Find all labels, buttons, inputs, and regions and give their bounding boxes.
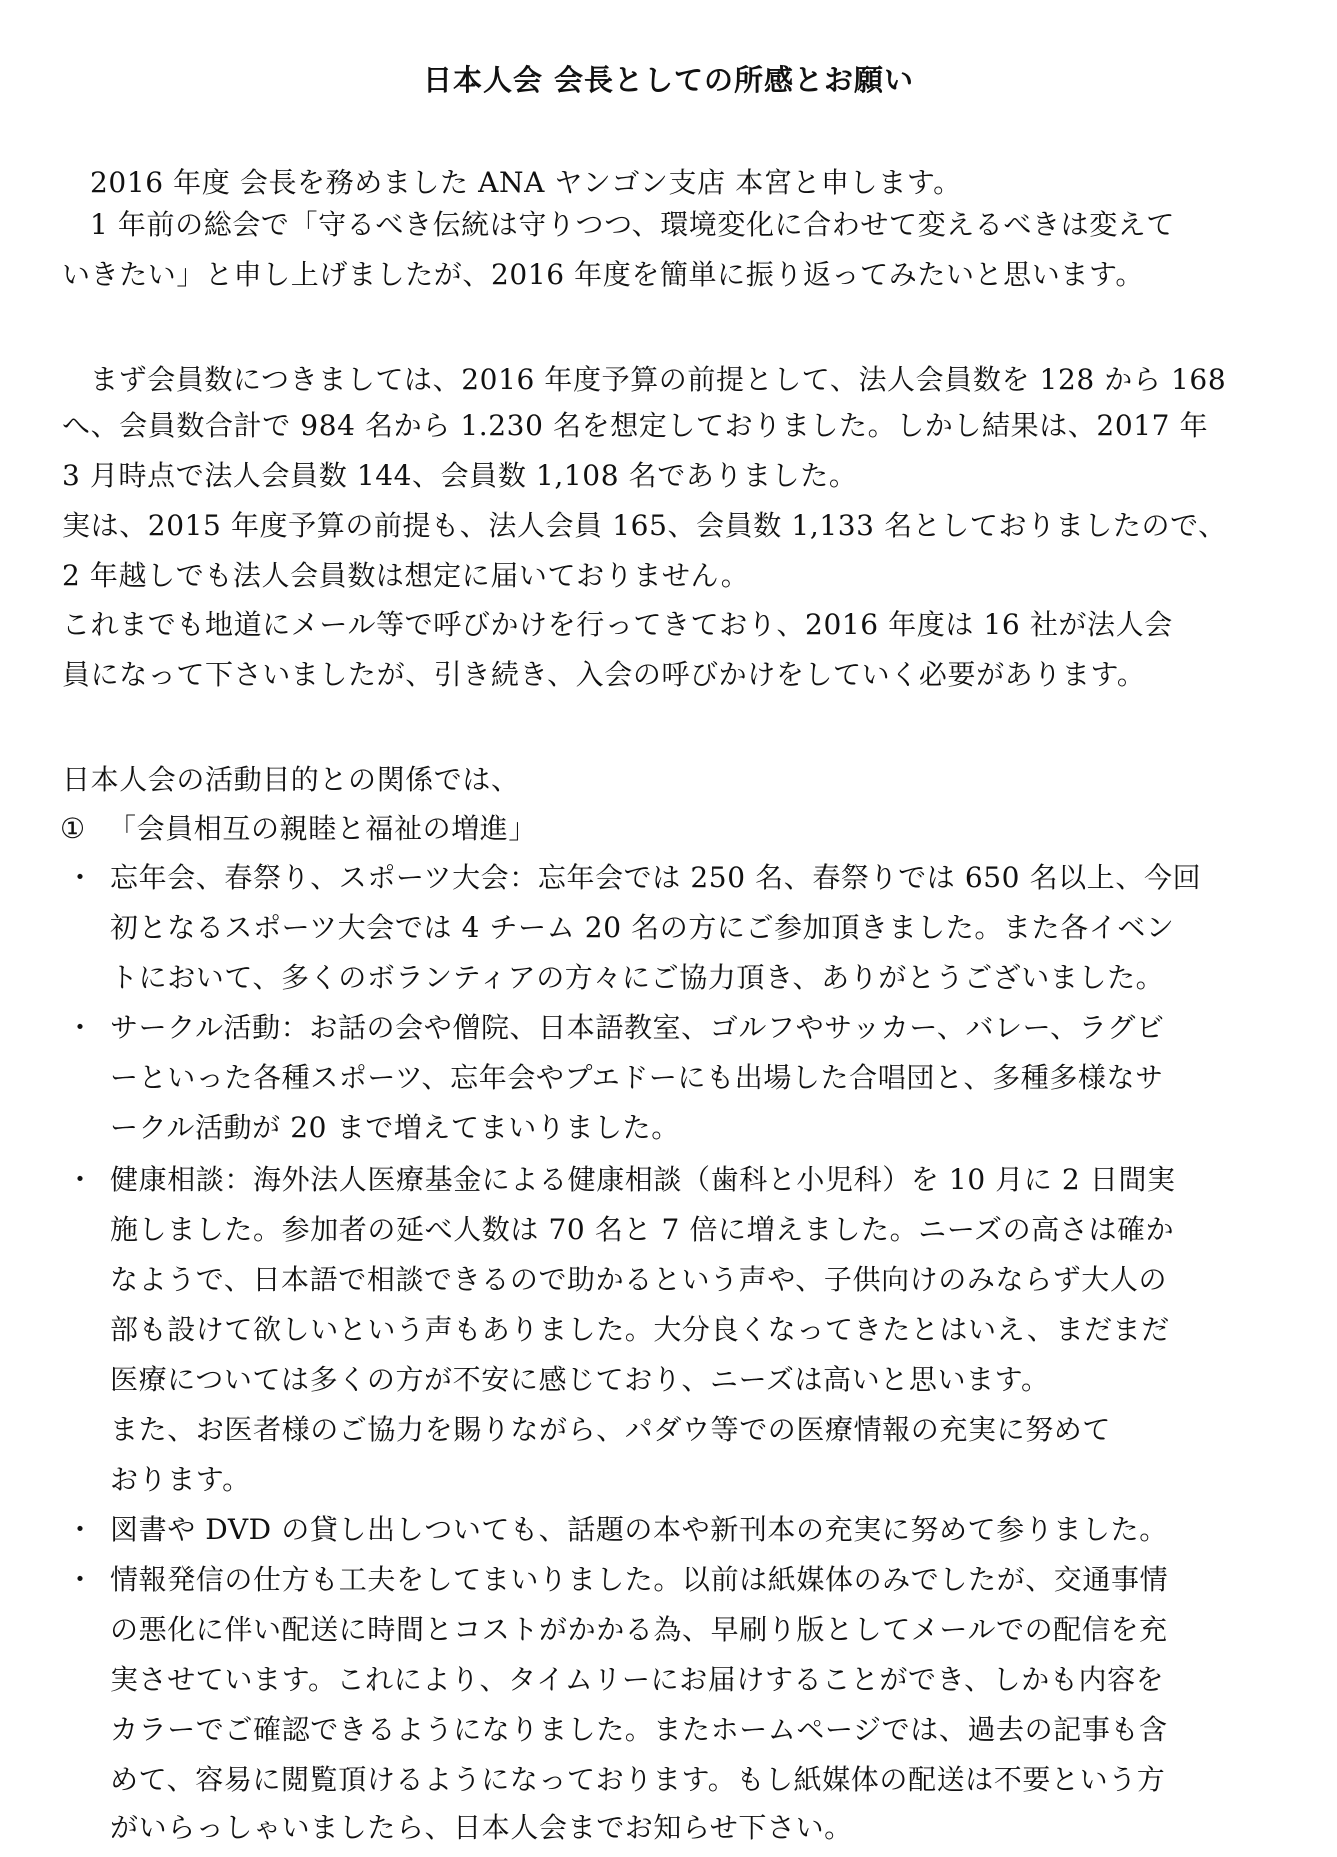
membership-line: へ、会員数合計で 984 名から 1.230 名を想定しておりました。しかし結果は、2017 年: [62, 409, 1209, 442]
membership-line: 3 月時点で法人会員数 144、会員数 1,108 名でありました。: [62, 459, 858, 492]
document-title: 日本人会 会長としての所感とお願い: [422, 63, 915, 97]
bullet-line: ーといった各種スポーツ、忘年会やプエドーにも出場した合唱団と、多種多様なサ: [110, 1061, 1164, 1094]
bullet-line: 部も設けて欲しいという声もありました。大分良くなってきたとはいえ、まだまだ: [110, 1313, 1170, 1346]
bullet-line: 施しました。参加者の延べ人数は 70 名と 7 倍に増えました。ニーズの高さは確か: [110, 1213, 1175, 1246]
bullet-marker: ・: [66, 1163, 95, 1196]
bullet-marker: ・: [66, 861, 95, 894]
bullet-line: 忘年会、春祭り、スポーツ大会：忘年会では 250 名、春祭りでは 650 名以上、今回: [110, 861, 1202, 894]
bullet-line: 医療については多くの方が不安に感じており、ニーズは高いと思います。: [110, 1363, 1050, 1396]
bullet-line: めて、容易に閲覧頂けるようになっております。もし紙媒体の配送は不要という方: [110, 1763, 1166, 1796]
membership-line: まず会員数につきましては、2016 年度予算の前提として、法人会員数を 128 から 168: [90, 363, 1227, 396]
bullet-line: 初となるスポーツ大会では 4 チーム 20 名の方にご参加頂きました。また各イベン: [110, 911, 1175, 944]
bullet-line: 図書や DVD の貸し出しついても、話題の本や新刊本の充実に努めて参りました。: [110, 1513, 1168, 1546]
bullet-line: なようで、日本語で相談できるので助かるという声や、子供向けのみならず大人の: [110, 1263, 1168, 1296]
bullet-marker: ・: [66, 1513, 95, 1546]
purpose-intro: 日本人会の活動目的との関係では、: [62, 763, 520, 796]
membership-line: 員になって下さいましたが、引き続き、入会の呼びかけをしていく必要があります。: [62, 658, 1146, 691]
bullet-marker: ・: [66, 1011, 95, 1044]
bullet-line: の悪化に伴い配送に時間とコストがかかる為、早刷り版としてメールでの配信を充: [110, 1613, 1168, 1646]
bullet-line: がいらっしゃいましたら、日本人会までお知らせ下さい。: [110, 1811, 853, 1844]
bullet-line: ークル活動が 20 まで増えてまいりました。: [110, 1111, 680, 1144]
bullet-line: 実させています。これにより、タイムリーにお届けすることができ、しかも内容を: [110, 1663, 1165, 1696]
membership-line: 2 年越しでも法人会員数は想定に届いておりません。: [62, 559, 750, 592]
purpose-heading: 「会員相互の親睦と福祉の増進」: [108, 812, 538, 845]
bullet-line: また、お医者様のご協力を賜りながら、パダウ等での医療情報の充実に努めて: [110, 1413, 1112, 1446]
bullet-marker: ・: [66, 1563, 95, 1596]
intro-line: いきたい」と申し上げましたが、2016 年度を簡単に振り返ってみたいと思います。: [62, 258, 1144, 291]
bullet-line: 情報発信の仕方も工夫をしてまいりました。以前は紙媒体のみでしたが、交通事情: [110, 1563, 1169, 1596]
bullet-line: 健康相談：海外法人医療基金による健康相談（歯科と小児科）を 10 月に 2 日間実: [110, 1163, 1176, 1196]
bullet-line: トにおいて、多くのボランティアの方々にご協力頂き、ありがとうございました。: [110, 961, 1165, 994]
membership-line: 実は、2015 年度予算の前提も、法人会員 165、会員数 1,133 名としておりましたので、: [62, 509, 1227, 542]
intro-line: 1 年前の総会で「守るべき伝統は守りつつ、環境変化に合わせて変えるべきは変えて: [90, 208, 1175, 241]
bullet-line: おります。: [110, 1463, 251, 1496]
circled-number-one: ①: [60, 812, 86, 845]
intro-line: 2016 年度 会長を務めました ANA ヤンゴン支店 本宮と申します。: [90, 166, 962, 199]
membership-line: これまでも地道にメール等で呼びかけを行ってきており、2016 年度は 16 社が法人会: [62, 608, 1173, 641]
bullet-line: カラーでご確認できるようになりました。またホームページでは、過去の記事も含: [110, 1713, 1168, 1746]
bullet-line: サークル活動：お話の会や僧院、日本語教室、ゴルフやサッカー、バレー、ラグビ: [110, 1011, 1165, 1044]
